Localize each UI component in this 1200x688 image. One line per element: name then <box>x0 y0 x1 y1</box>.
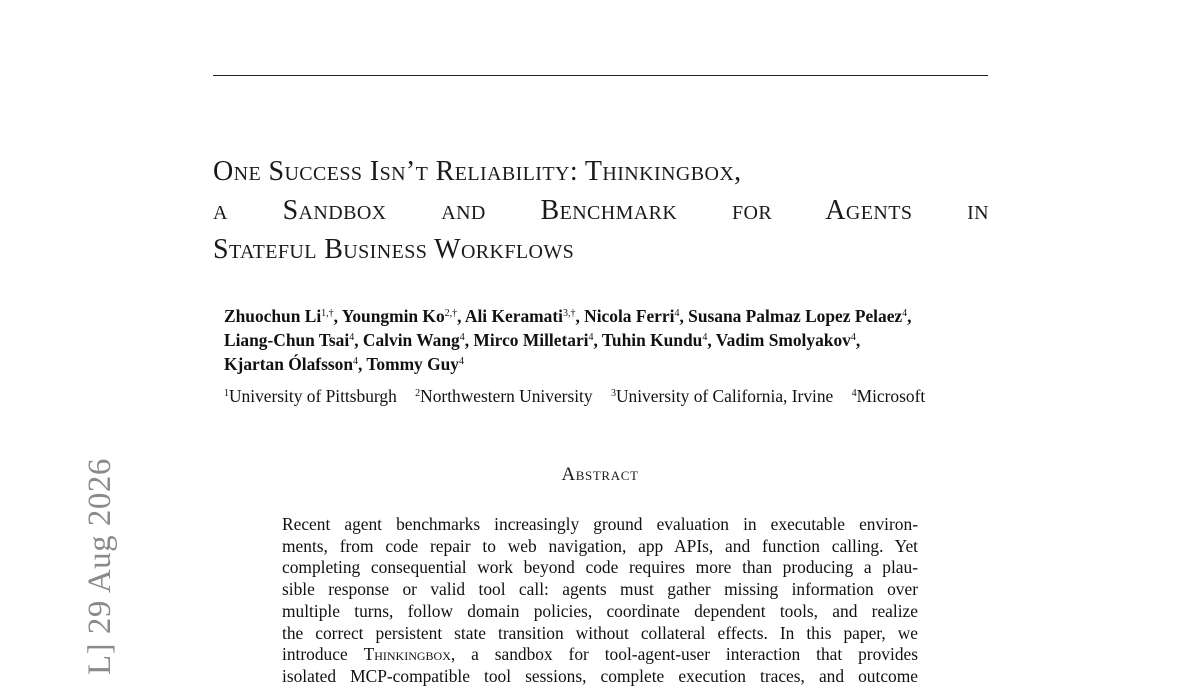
author-name: Vadim Smolyakov <box>715 330 851 350</box>
author-separator: , <box>707 330 716 350</box>
paper-title <box>213 152 989 269</box>
author-affiliation-mark: 1,† <box>321 308 334 319</box>
author-name: Calvin Wang <box>362 330 460 350</box>
author-affiliation-mark: 4 <box>850 332 856 343</box>
author-separator: , <box>593 330 602 350</box>
author-name: Zhuochun Li <box>224 306 322 326</box>
author-separator: , <box>907 306 912 326</box>
author-separator: , <box>457 306 465 326</box>
affiliation-mark: 3 <box>610 388 616 399</box>
affiliation <box>852 386 926 406</box>
affiliation-list <box>224 384 939 408</box>
author-separator: , <box>679 306 689 326</box>
affiliation <box>611 386 833 406</box>
author-affiliation-mark: 4 <box>702 332 708 343</box>
author-name: Kjartan Ólafsson <box>224 354 353 374</box>
affiliation-name: Microsoft <box>856 386 926 406</box>
author-name: Susana Palmaz Lopez Pelaez <box>688 306 903 326</box>
affiliation-name: University of Pittsburgh <box>229 386 397 406</box>
author-affiliation-mark: 2,† <box>444 308 458 319</box>
author-affiliation-mark: 4 <box>459 356 464 367</box>
author-affiliation-mark: 4 <box>588 332 594 343</box>
author-affiliation-mark: 4 <box>674 308 680 319</box>
author-separator: , <box>464 330 474 350</box>
author-name: Tuhin Kundu <box>601 330 703 350</box>
arxiv-stamp: L] 29 Aug 2026 <box>82 458 118 675</box>
abstract-line: sible response or valid tool call: agents must gather missing information over <box>282 579 918 600</box>
abstract-line: the correct persistent state transition without collateral effects. In this paper, we <box>282 622 918 643</box>
author-affiliation-mark: 4 <box>459 332 465 343</box>
affiliation-mark: 2 <box>415 388 421 399</box>
system-name: Thinkingbox <box>363 644 451 665</box>
title-line-3: Stateful Business Workflows <box>213 234 575 265</box>
author-affiliation-mark: 3,† <box>562 308 576 319</box>
abstract-text-fragment: , a sandbox for tool-agent-user interaction that provides <box>450 644 918 665</box>
author-line-3 <box>224 352 1024 376</box>
author-name: Youngmin Ko <box>341 306 445 326</box>
abstract-line: completing consequential work beyond code requires more than producing a plau- <box>282 557 918 578</box>
affiliation-mark: 4 <box>851 388 857 399</box>
abstract-line: Recent agent benchmarks increasingly ground evaluation in executable environ- <box>282 514 918 534</box>
author-name: Ali Keramati <box>464 306 563 326</box>
author-affiliation-mark: 4 <box>353 356 358 367</box>
author-separator: , <box>354 330 363 350</box>
author-separator: , <box>333 306 342 326</box>
author-name: Tommy Guy <box>366 354 459 374</box>
title-line-1: One Success Isn’t Reliability: Thinkingbox, <box>213 156 742 187</box>
author-separator: , <box>855 330 861 350</box>
affiliation-name: Northwestern University <box>420 386 593 406</box>
author-affiliation-mark: 4 <box>349 332 355 343</box>
author-separator: , <box>575 306 585 326</box>
abstract-text-fragment: introduce <box>282 644 364 665</box>
author-line-1 <box>224 304 1024 328</box>
author-affiliation-mark: 4 <box>902 308 908 319</box>
author-name: Mirco Milletari <box>473 330 589 350</box>
title-line-2: a Sandbox and Benchmark for Agents in <box>213 195 989 226</box>
affiliation-name: University of California, Irvine <box>615 386 834 406</box>
abstract-line <box>282 644 918 666</box>
author-name: Nicola Ferri <box>584 306 675 326</box>
abstract-text <box>282 514 918 688</box>
author-line-2 <box>224 328 1024 352</box>
author-list <box>224 304 1024 376</box>
affiliation-mark: 1 <box>224 388 229 399</box>
abstract-heading: Abstract <box>561 464 639 485</box>
abstract-line: multiple turns, follow domain policies, coordinate dependent tools, and realize <box>282 600 918 621</box>
header-rule <box>213 75 988 76</box>
author-separator: , <box>358 354 367 374</box>
abstract-line-cut: isolated MCP-compatible tool sessions, complete execution traces, and outcome <box>282 665 918 686</box>
affiliation <box>415 386 592 406</box>
author-name: Liang-Chun Tsai <box>224 330 350 350</box>
abstract-line: ments, from code repair to web navigation, app APIs, and function calling. Yet <box>282 535 918 556</box>
affiliation <box>224 386 397 406</box>
